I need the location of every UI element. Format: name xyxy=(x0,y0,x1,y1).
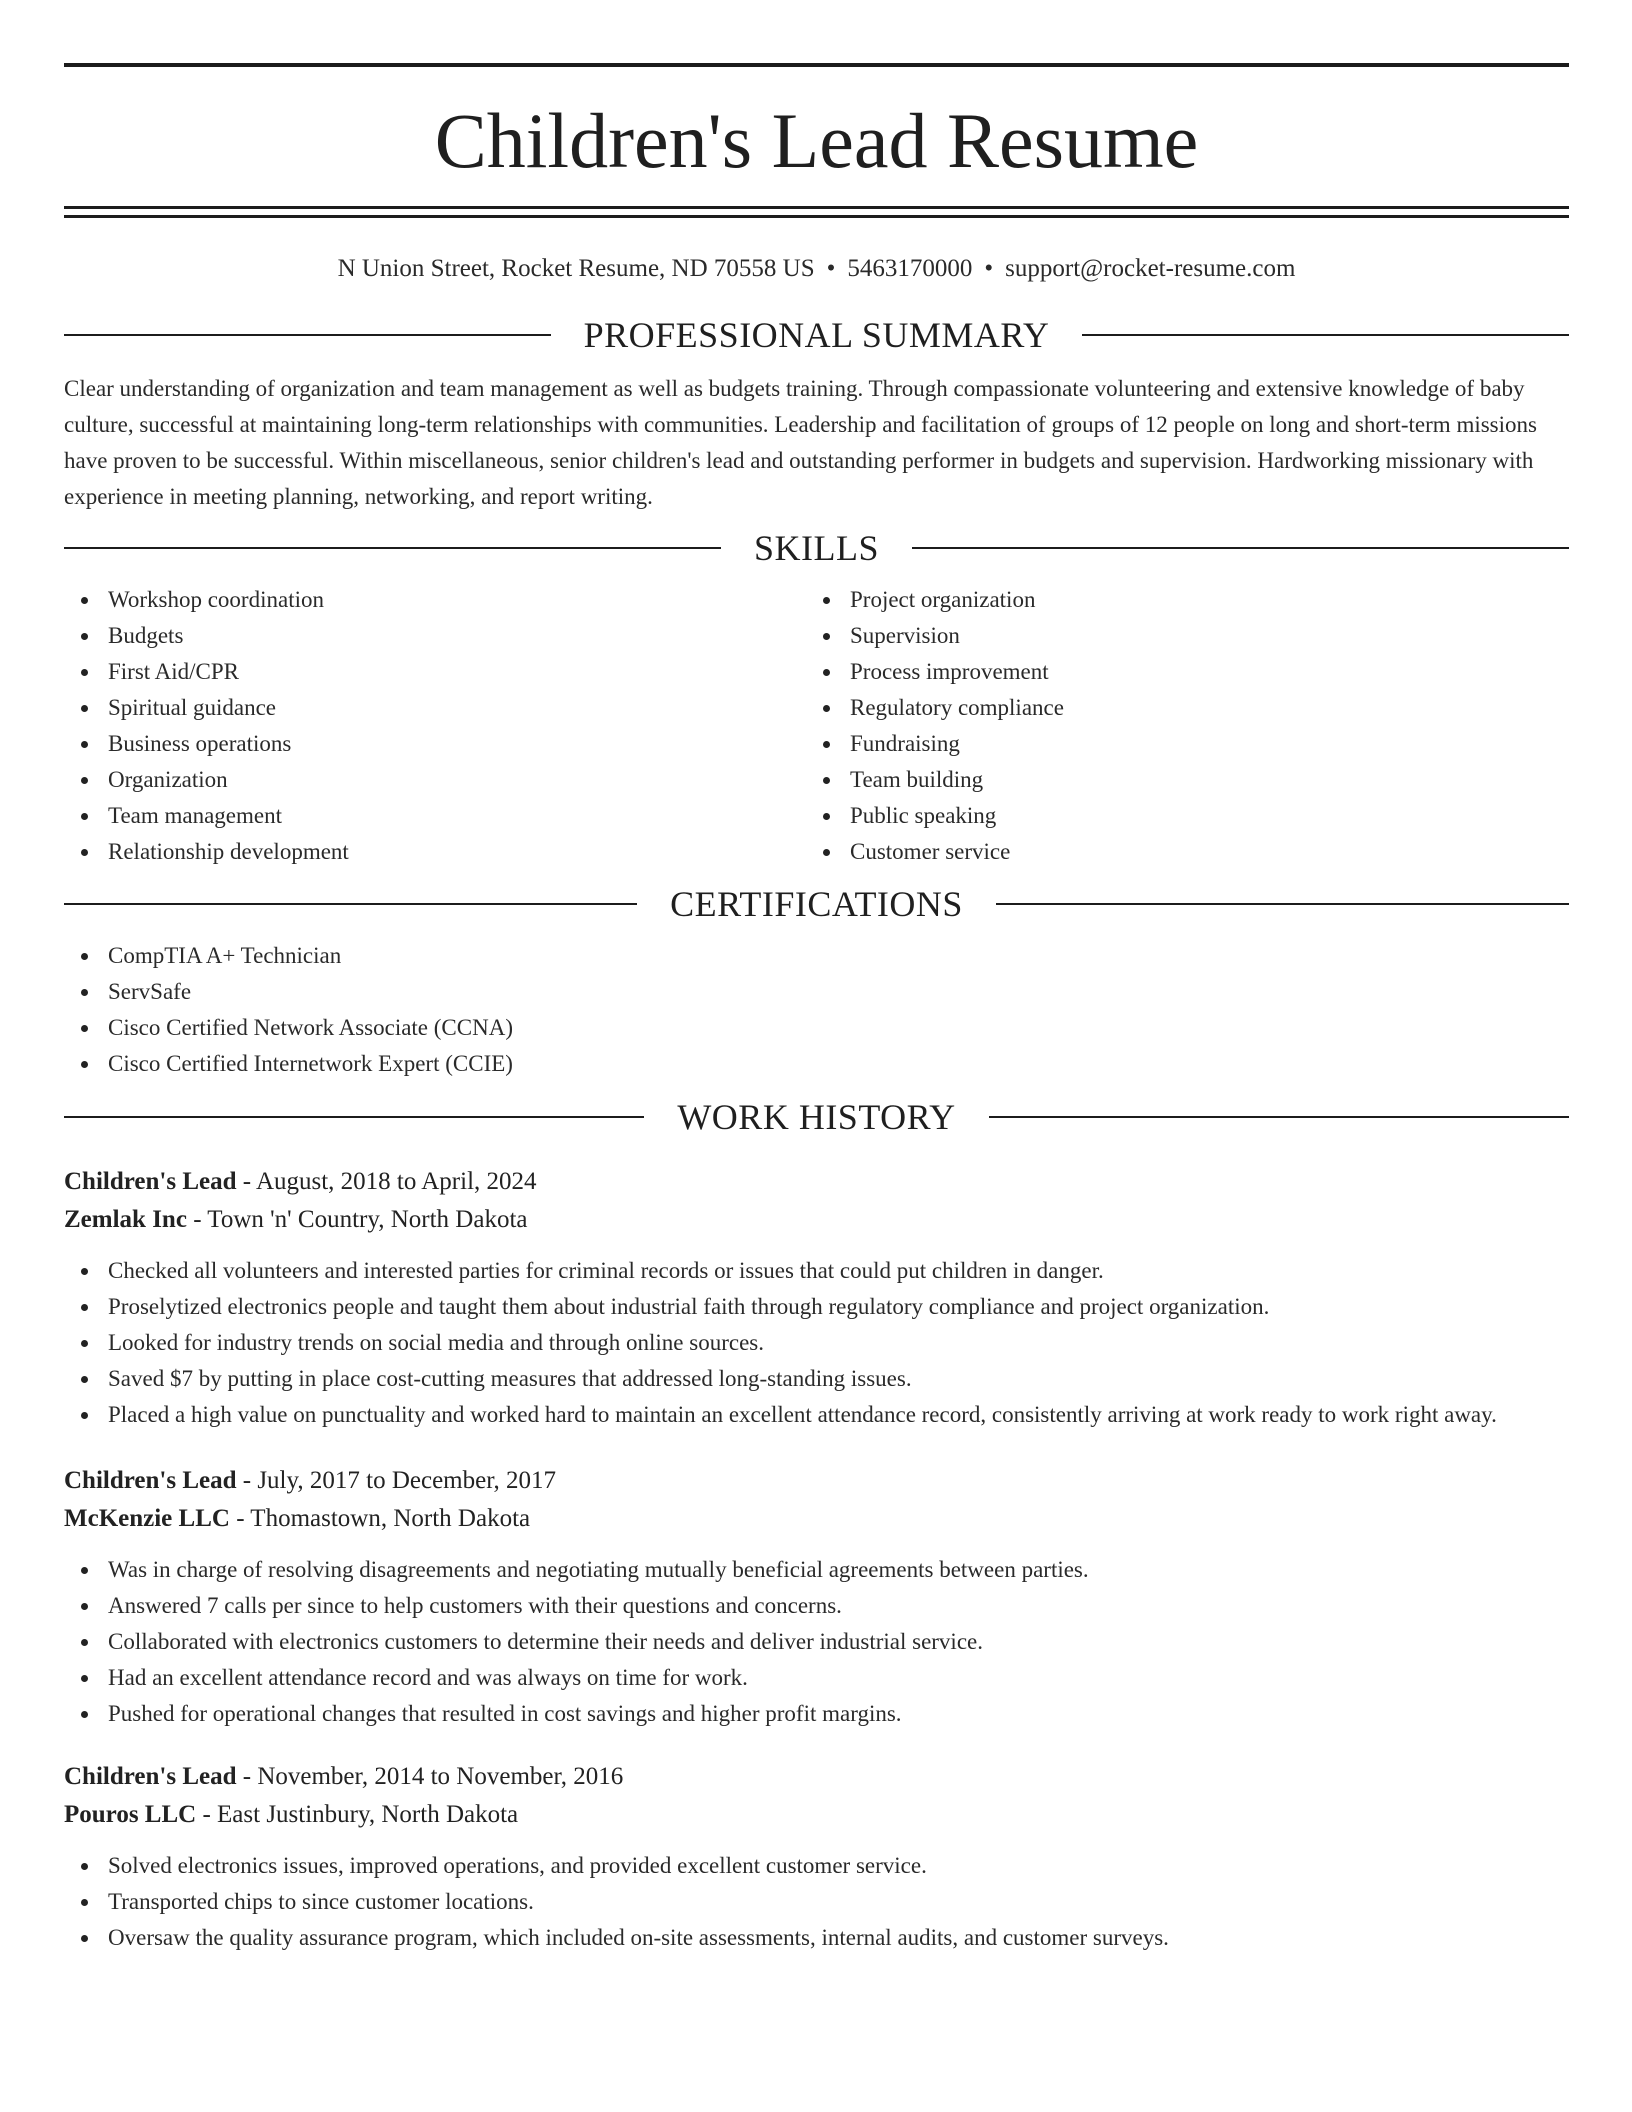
certifications-heading xyxy=(64,884,1569,924)
skills-heading xyxy=(64,528,1569,568)
certifications-heading-label: CERTIFICATIONS xyxy=(670,884,963,924)
job-company: McKenzie LLC xyxy=(64,1505,230,1532)
job-company-line xyxy=(64,1201,1569,1239)
skill-item: Budgets xyxy=(64,618,806,654)
job-dates: - August, 2018 to April, 2024 xyxy=(236,1168,537,1195)
certification-item: Cisco Certified Internetwork Expert (CCIE) xyxy=(64,1046,1569,1082)
job-title-line xyxy=(64,1758,1569,1796)
heading-rule-right xyxy=(1082,334,1569,336)
heading-rule-left xyxy=(64,1116,644,1118)
contact-address: N Union Street, Rocket Resume, ND 70558 US xyxy=(337,255,815,282)
certification-item: CompTIA A+ Technician xyxy=(64,938,1569,974)
job-dates: - November, 2014 to November, 2016 xyxy=(236,1763,624,1790)
job-dates: - July, 2017 to December, 2017 xyxy=(236,1467,557,1494)
skill-item: Spiritual guidance xyxy=(64,690,806,726)
job-duty-item: Collaborated with electronics customers to determine their needs and deliver industrial service. xyxy=(64,1624,1569,1660)
resume-title: Children's Lead Resume xyxy=(434,97,1199,184)
skill-item: Process improvement xyxy=(806,654,1548,690)
job-title: Children's Lead xyxy=(64,1467,237,1494)
work-history-heading xyxy=(64,1097,1569,1137)
job-duty-item: Checked all volunteers and interested parties for criminal records or issues that could put children in danger. xyxy=(64,1253,1569,1289)
contact-phone: 5463170000 xyxy=(847,255,973,282)
contact-separator: • xyxy=(984,255,994,282)
skills-heading-label: SKILLS xyxy=(754,528,880,568)
job-entry xyxy=(64,1163,1569,1433)
job-title: Children's Lead xyxy=(64,1763,237,1790)
header-rule-1 xyxy=(64,206,1569,209)
contact-separator: • xyxy=(826,255,836,282)
job-duty-item: Solved electronics issues, improved operations, and provided excellent customer service. xyxy=(64,1848,1569,1884)
job-duty-item: Transported chips to since customer locations. xyxy=(64,1884,1569,1920)
summary-heading-label: PROFESSIONAL SUMMARY xyxy=(583,315,1050,355)
job-entry xyxy=(64,1758,1569,1956)
job-duties-list xyxy=(64,1552,1569,1732)
skill-item: Regulatory compliance xyxy=(806,690,1548,726)
heading-rule-right xyxy=(989,1116,1569,1118)
job-duties-list xyxy=(64,1253,1569,1433)
summary-text: Clear understanding of organization and team management as well as budgets training. Through compassionate volunteering and extensive knowledge of baby culture, successful at maintaining long-term relationships with communities. Leadership and facilitation of groups of 12 people on long and short-term missions have proven to be successful. Within miscellaneous, senior children's lead and outstanding performer in budgets and supervision. Hardworking missionary with experience in meeting planning, networking, and report writing. xyxy=(64,376,1537,509)
skill-item: Relationship development xyxy=(64,834,806,870)
job-duty-item: Oversaw the quality assurance program, which included on-site assessments, internal audits, and customer surveys. xyxy=(64,1920,1569,1956)
job-location: - Town 'n' Country, North Dakota xyxy=(186,1206,528,1233)
job-duties-list xyxy=(64,1848,1569,1956)
job-title: Children's Lead xyxy=(64,1168,237,1195)
contact-email: support@rocket-resume.com xyxy=(1005,255,1296,282)
job-entry xyxy=(64,1462,1569,1732)
skill-item: Business operations xyxy=(64,726,806,762)
job-company-line xyxy=(64,1796,1569,1834)
header-rule-2 xyxy=(64,215,1569,218)
job-duty-item: Pushed for operational changes that resulted in cost savings and higher profit margins. xyxy=(64,1696,1569,1732)
skills-columns xyxy=(64,582,1569,870)
skills-list-right xyxy=(806,582,1548,870)
skills-list-left xyxy=(64,582,806,870)
skill-item: Supervision xyxy=(806,618,1548,654)
skill-item: Team building xyxy=(806,762,1548,798)
job-company-line xyxy=(64,1500,1569,1538)
skill-item: Project organization xyxy=(806,582,1548,618)
skill-item: Customer service xyxy=(806,834,1548,870)
resume-content xyxy=(64,63,1569,1956)
job-duty-item: Placed a high value on punctuality and worked hard to maintain an excellent attendance record, consistently arriving at work ready to work right away. xyxy=(64,1397,1569,1433)
work-history-jobs xyxy=(64,1163,1569,1956)
contact-line xyxy=(64,253,1569,285)
job-duty-item: Had an excellent attendance record and was always on time for work. xyxy=(64,1660,1569,1696)
skill-item: Organization xyxy=(64,762,806,798)
certifications-list xyxy=(64,938,1569,1082)
skill-item: Team management xyxy=(64,798,806,834)
job-duty-item: Saved $7 by putting in place cost-cutting measures that addressed long-standing issues. xyxy=(64,1361,1569,1397)
heading-rule-left xyxy=(64,547,721,549)
job-title-line xyxy=(64,1462,1569,1500)
skill-item: Public speaking xyxy=(806,798,1548,834)
job-duty-item: Was in charge of resolving disagreements and negotiating mutually beneficial agreements between parties. xyxy=(64,1552,1569,1588)
summary-heading xyxy=(64,315,1569,355)
job-company: Zemlak Inc xyxy=(64,1206,187,1233)
heading-rule-left xyxy=(64,903,637,905)
certification-item: Cisco Certified Network Associate (CCNA) xyxy=(64,1010,1569,1046)
skill-item: Fundraising xyxy=(806,726,1548,762)
skill-item: First Aid/CPR xyxy=(64,654,806,690)
job-duty-item: Proselytized electronics people and taught them about industrial faith through regulatory compliance and project organization. xyxy=(64,1289,1569,1325)
job-duty-item: Answered 7 calls per since to help customers with their questions and concerns. xyxy=(64,1588,1569,1624)
heading-rule-right xyxy=(996,903,1569,905)
job-location: - Thomastown, North Dakota xyxy=(229,1505,531,1532)
job-company: Pouros LLC xyxy=(64,1801,197,1828)
skill-item: Workshop coordination xyxy=(64,582,806,618)
job-title-line xyxy=(64,1163,1569,1201)
heading-rule-left xyxy=(64,334,551,336)
job-duty-item: Looked for industry trends on social media and through online sources. xyxy=(64,1325,1569,1361)
certification-item: ServSafe xyxy=(64,974,1569,1010)
heading-rule-right xyxy=(912,547,1569,549)
job-location: - East Justinbury, North Dakota xyxy=(196,1801,519,1828)
work-history-heading-label: WORK HISTORY xyxy=(677,1097,956,1137)
